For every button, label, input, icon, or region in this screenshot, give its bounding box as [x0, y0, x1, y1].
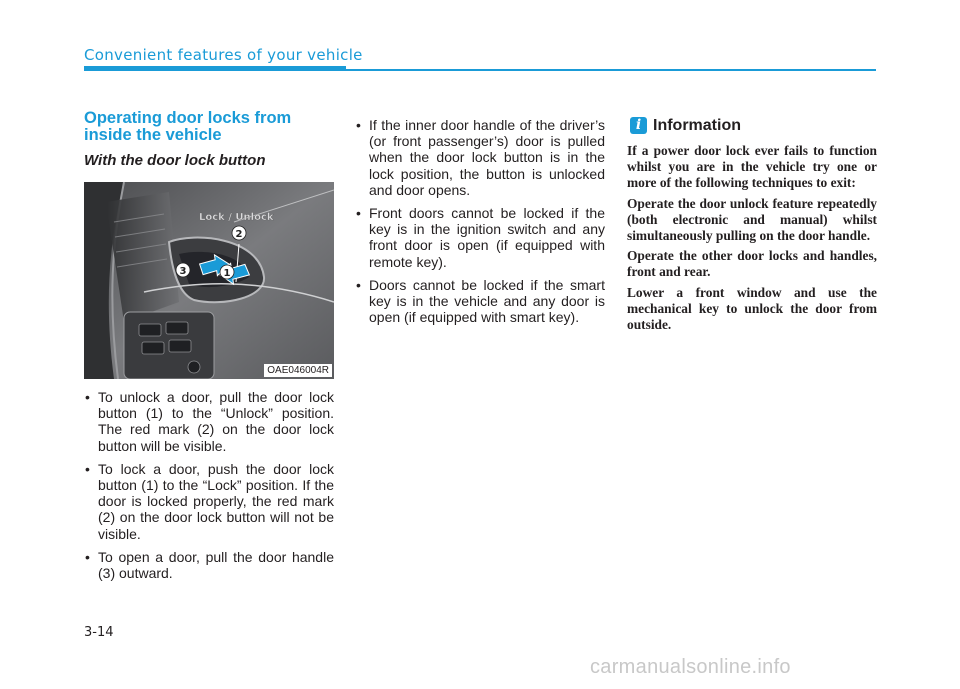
info-paragraph: Lower a front window and use the mechanical key to unlock the door from outside. — [627, 284, 877, 333]
section-title: Operating door locks from inside the vehicle — [84, 109, 292, 144]
lock-conditions-list — [355, 117, 605, 332]
info-icon: i — [630, 117, 647, 134]
list-item: • If the inner door handle of the driver’s (or front passenger’s) door is pulled when the door lock button is in the lock position, the button is unlocked and door opens. — [355, 117, 605, 198]
callout-2: 2 — [235, 229, 243, 240]
header-rule-accent — [84, 66, 346, 71]
list-item: • Front doors cannot be locked if the key is in the ignition switch and any front door is open (if equipped with remote key). — [355, 205, 605, 270]
list-item: • To lock a door, push the door lock button (1) to the “Lock” position. If the door is locked properly, the red mark (2) on the door lock button will not be visible. — [84, 461, 334, 542]
callout-1: 1 — [223, 268, 231, 279]
list-item: • To unlock a door, pull the door lock button (1) to the “Unlock” position. The red mark (2) on the door lock button will be visible. — [84, 389, 334, 454]
watermark: carmanualsonline.info — [590, 656, 791, 678]
chapter-title: Convenient features of your vehicle — [84, 46, 363, 64]
door-panel-drawing — [84, 182, 334, 379]
figure-code: OAE046004R — [264, 364, 332, 377]
info-paragraph: Operate the other door locks and handles, front and rear. — [627, 248, 877, 280]
info-title: Information — [653, 117, 741, 134]
info-paragraph: If a power door lock ever fails to function whilst you are in the vehicle try one or more of the following techniques to exit: — [627, 143, 877, 191]
lock-unlock-label: Lock / Unlock — [199, 212, 274, 223]
header-rule — [346, 69, 876, 71]
list-item: • To open a door, pull the door handle (3) outward. — [84, 549, 334, 581]
section-subtitle: With the door lock button — [84, 152, 266, 169]
info-paragraph: Operate the door unlock feature repeatedly (both electronic and manual) whilst simultaneously pulling on the door handle. — [627, 195, 877, 244]
list-item: • Doors cannot be locked if the smart key is in the vehicle and any door is open (if equipped with smart key). — [355, 277, 605, 326]
callout-3: 3 — [179, 266, 187, 277]
door-lock-illustration — [84, 182, 334, 379]
info-body — [627, 143, 877, 337]
page-number: 3-14 — [84, 625, 114, 640]
unlock-instructions-list — [84, 389, 334, 588]
